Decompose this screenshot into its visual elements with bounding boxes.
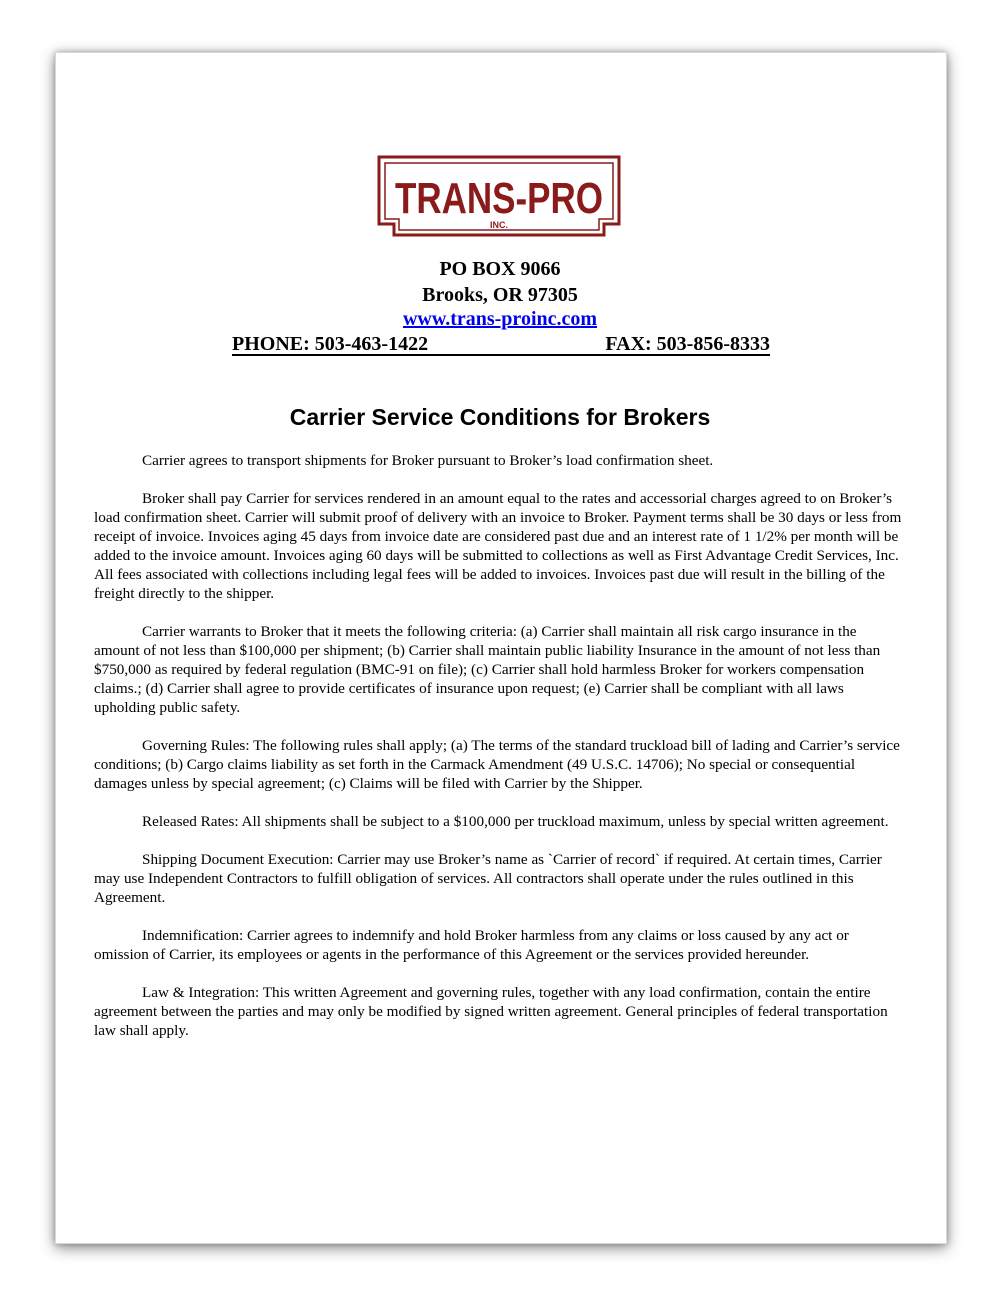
fax-number: FAX: 503-856-8333: [605, 333, 770, 355]
paragraph-law-integration: Law & Integration: This written Agreement and governing rules, together with any load confirmation, contain the entire agreement between the parties and may only be modified by signed written agreement. General principles of federal transportation law shall apply.: [94, 984, 888, 1039]
paragraph-agreement: Carrier agrees to transport shipments for Broker pursuant to Broker’s load confirmation sheet.: [142, 452, 714, 469]
po-box: PO BOX 9066: [439, 258, 561, 280]
svg-text:INC.: INC.: [490, 220, 508, 230]
phone-fax-line: [232, 332, 770, 356]
document-body: [94, 451, 904, 1059]
website-link[interactable]: www.trans-proinc.com: [402, 308, 598, 330]
phone-number: PHONE: 503-463-1422: [232, 333, 429, 355]
document-title: Carrier Service Conditions for Brokers: [289, 404, 711, 430]
city-state-zip: Brooks, OR 97305: [422, 284, 578, 306]
paragraph-shipping-document: Shipping Document Execution: Carrier may use Broker’s name as `Carrier of record` if required. At certain times, Carrier may use Independent Contractors to fulfill obligation of services. All contractors shall operate under the rules outlined in this Agreement.: [94, 851, 882, 906]
paragraph-governing-rules: Governing Rules: The following rules shall apply; (a) The terms of the standard truckload bill of lading and Carrier’s service conditions; (b) Cargo claims liability as set forth in the Carmack Amendment (49 U.S.C. 14706); No special or consequential damages unless by special agreement; (c) Claims will be filed with Carrier by the Shipper.: [94, 737, 900, 792]
paragraph-payment: Broker shall pay Carrier for services rendered in an amount equal to the rates and accessorial charges agreed to on Broker’s load confirmation sheet. Carrier will submit proof of delivery with an invoice to Broker. Payment terms shall be 30 days or less from receipt of invoice. Invoices aging 45 days from invoice date are considered past due and an interest rate of 1 1/2% per month will be added to the invoice amount. Invoices aging 60 days will be submitted to collections as well as First Advantage Credit Services, Inc. All fees associated with collections including legal fees will be added to invoices. Invoices past due will result in the billing of the freight directly to the shipper.: [94, 490, 902, 602]
company-logo: [376, 154, 622, 238]
paragraph-indemnification: Indemnification: Carrier agrees to indemnify and hold Broker harmless from any claims or loss caused by any act or omission of Carrier, its employees or agents in the performance of this Agreement or the services provided hereunder.: [94, 927, 849, 963]
paragraph-released-rates: Released Rates: All shipments shall be subject to a $100,000 per truckload maximum, unless by special written agreement.: [142, 813, 889, 830]
svg-text:TRANS-PRO: TRANS-PRO: [395, 174, 603, 223]
paragraph-warranties: Carrier warrants to Broker that it meets the following criteria: (a) Carrier shall maintain all risk cargo insurance in the amount of not less than $100,000 per shipment; (b) Carrier shall maintain public liability Insurance in the amount of not less than $750,000 as required by federal regulation (BMC-91 on file); (c) Carrier shall hold harmless Broker for workers compensation claims.; (d) Carrier shall agree to provide certificates of insurance upon request; (e) Carrier shall be compliant with all laws upholding public safety.: [94, 623, 881, 716]
